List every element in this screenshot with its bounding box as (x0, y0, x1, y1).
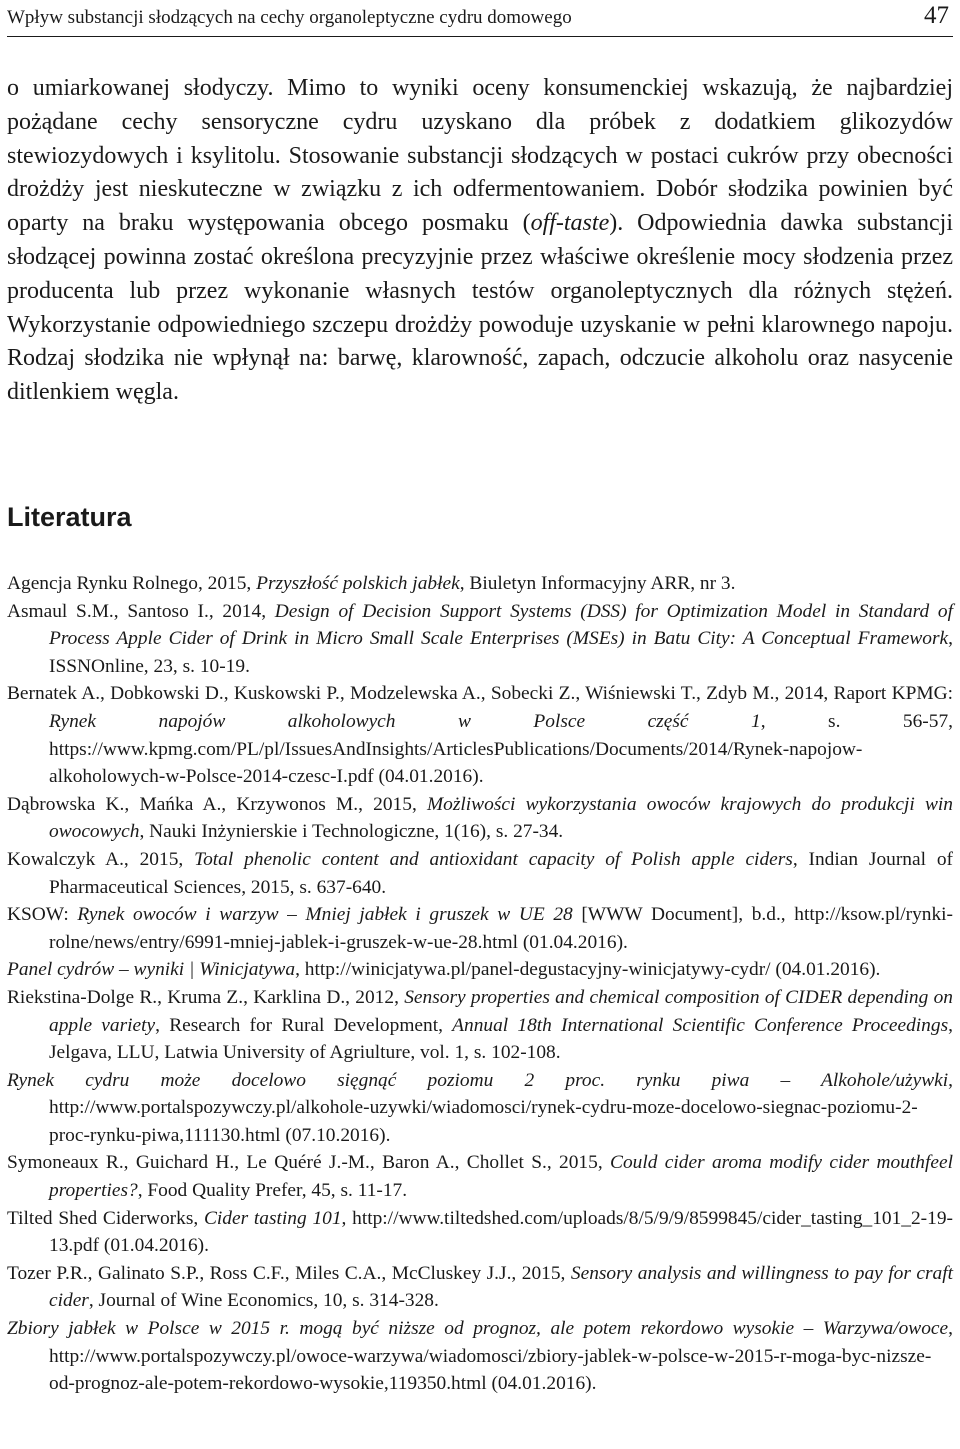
reference-item: Panel cydrów – wyniki | Winicjatywa, http://winicjatywa.pl/panel-degustacyjny-winicjatywy-cydr/ (04.01.2016). (7, 959, 881, 981)
reference-item: Dąbrowska K., Mańka A., Krzywonos M., 2015, Możliwości wykorzystania owoców krajowych do produkcji win owocowych, Nauki Inżynierskie i Technologiczne, 1(16), s. 27-34. (7, 793, 953, 843)
body-paragraph (7, 72, 953, 410)
page-number: 47 (924, 2, 949, 29)
reference-item: Agencja Rynku Rolnego, 2015, Przyszłość polskich jabłek, Biuletyn Informacyjny ARR, nr 3. (7, 573, 736, 594)
reference-item: Tilted Shed Ciderworks, Cider tasting 101, http://www.tiltedshed.com/uploads/8/5/9/9/8599845/cider_tasting_101_2-19-13.pdf (01.04.2016). (7, 1207, 953, 1257)
reference-item: Bernatek A., Dobkowski D., Kuskowski P., Modzelewska A., Sobecki Z., Wiśniewski T., Zdyb M., 2014, Raport KPMG: Rynek napojów alkoholowych w Polsce część 1, s. 56-57, https://www.kpmg.com/PL/pl/IssuesAndInsights/ArticlesPublications/Documents/2014/Rynek-napojow-alkoholowych-w-Polsce-2014-czesc-I.pdf (04.01.2016). (7, 683, 953, 788)
reference-item: Tozer P.R., Galinato S.P., Ross C.F., Miles C.A., McCluskey J.J., 2015, Sensory analysis and willingness to pay for craft cider, Journal of Wine Economics, 10, s. 314-328. (7, 1262, 953, 1312)
reference-item: Riekstina-Dolge R., Kruma Z., Karklina D., 2012, Sensory properties and chemical composition of CIDER depending on apple variety, Research for Rural Development, Annual 18th International Scientific Conference Proceedings, Jelgava, LLU, Latwia University of Agriulture, vol. 1, s. 102-108. (7, 986, 953, 1064)
reference-item: Symoneaux R., Guichard H., Le Quéré J.-M., Baron A., Chollet S., 2015, Could cider aroma modify cider mouthfeel properties?, Food Quality Prefer, 45, s. 11-17. (7, 1152, 953, 1202)
body-text-italic: off-taste (530, 210, 610, 237)
reference-item: Kowalczyk A., 2015, Total phenolic content and antioxidant capacity of Polish apple ciders, Indian Journal of Pharmaceutical Sciences, 2015, s. 637-640. (7, 848, 953, 898)
running-header (7, 0, 953, 37)
body-text (7, 72, 953, 410)
reference-item: Rynek cydru może docelowo sięgnąć poziomu 2 proc. rynku piwa – Alkohole/używki, http://www.portalspozywczy.pl/alkohole-uzywki/wiadomosci/rynek-cydru-moze-docelowo-siegnac-poziomu-2-proc-rynku-piwa,111130.html (07.10.2016). (7, 1069, 953, 1146)
reference-item: Zbiory jabłek w Polsce w 2015 r. mogą być niższe od prognoz, ale potem rekordowo wysokie – Warzywa/owoce, http://www.portalspozywczy.pl/owoce-warzywa/wiadomosci/zbiory-jablek-w-polsce-w-2015-r-moga-byc-nizsze-od-prognoz-ale-potem-rekordowo-wysokie,119350.html (04.01.2016). (7, 1318, 953, 1395)
reference-item: KSOW: Rynek owoców i warzyw – Mniej jabłek i gruszek w UE 28 [WWW Document], b.d., http://ksow.pl/rynki-rolne/news/entry/6991-mniej-jablek-i-gruszek-w-ue-28.html (01.04.2016). (7, 904, 953, 953)
literature-heading: Literatura (7, 502, 132, 532)
running-title: Wpływ substancji słodzących na cechy organoleptyczne cydru domowego (7, 7, 572, 28)
reference-list (7, 570, 953, 1398)
body-text-part: o umiarkowanej słodyczy. Mimo to wyniki oceny konsumenckiej wskazują, że najbardziej pożądane cechy sensoryczne cydru uzyskano dla próbek z dodatkiem glikozydów stewiozydowych i ksylitolu. Stosowanie substancji słodzących w postaci cukrów przy obecności drożdży jest nieskuteczne w związku z ich odfermentowaniem. Dobór słodzika powinien być oparty na braku występowania obcego posmaku ( (7, 75, 953, 237)
reference-item: Asmaul S.M., Santoso I., 2014, Design of Decision Support Systems (DSS) for Optimization Model in Standard of Process Apple Cider of Drink in Micro Small Scale Enterprises (MSEs) in Batu City: A Conceptual Framework, ISSNOnline, 23, s. 10-19. (7, 600, 953, 677)
body-text-part: ). Odpowiednia dawka substancji słodzącej powinna zostać określona precyzyjnie przez właściwe określenie mocy słodzenia przez producenta lub przez wykonanie własnych testów organoleptycznych dla różnych stężeń. Wykorzystanie odpowiedniego szczepu drożdży powoduje uzyskanie w pełni klarownego napoju. Rodzaj słodzika nie wpłynął na: barwę, klarowność, zapach, odczucie alkoholu oraz nasycenie ditlenkiem węgla. (7, 210, 953, 406)
